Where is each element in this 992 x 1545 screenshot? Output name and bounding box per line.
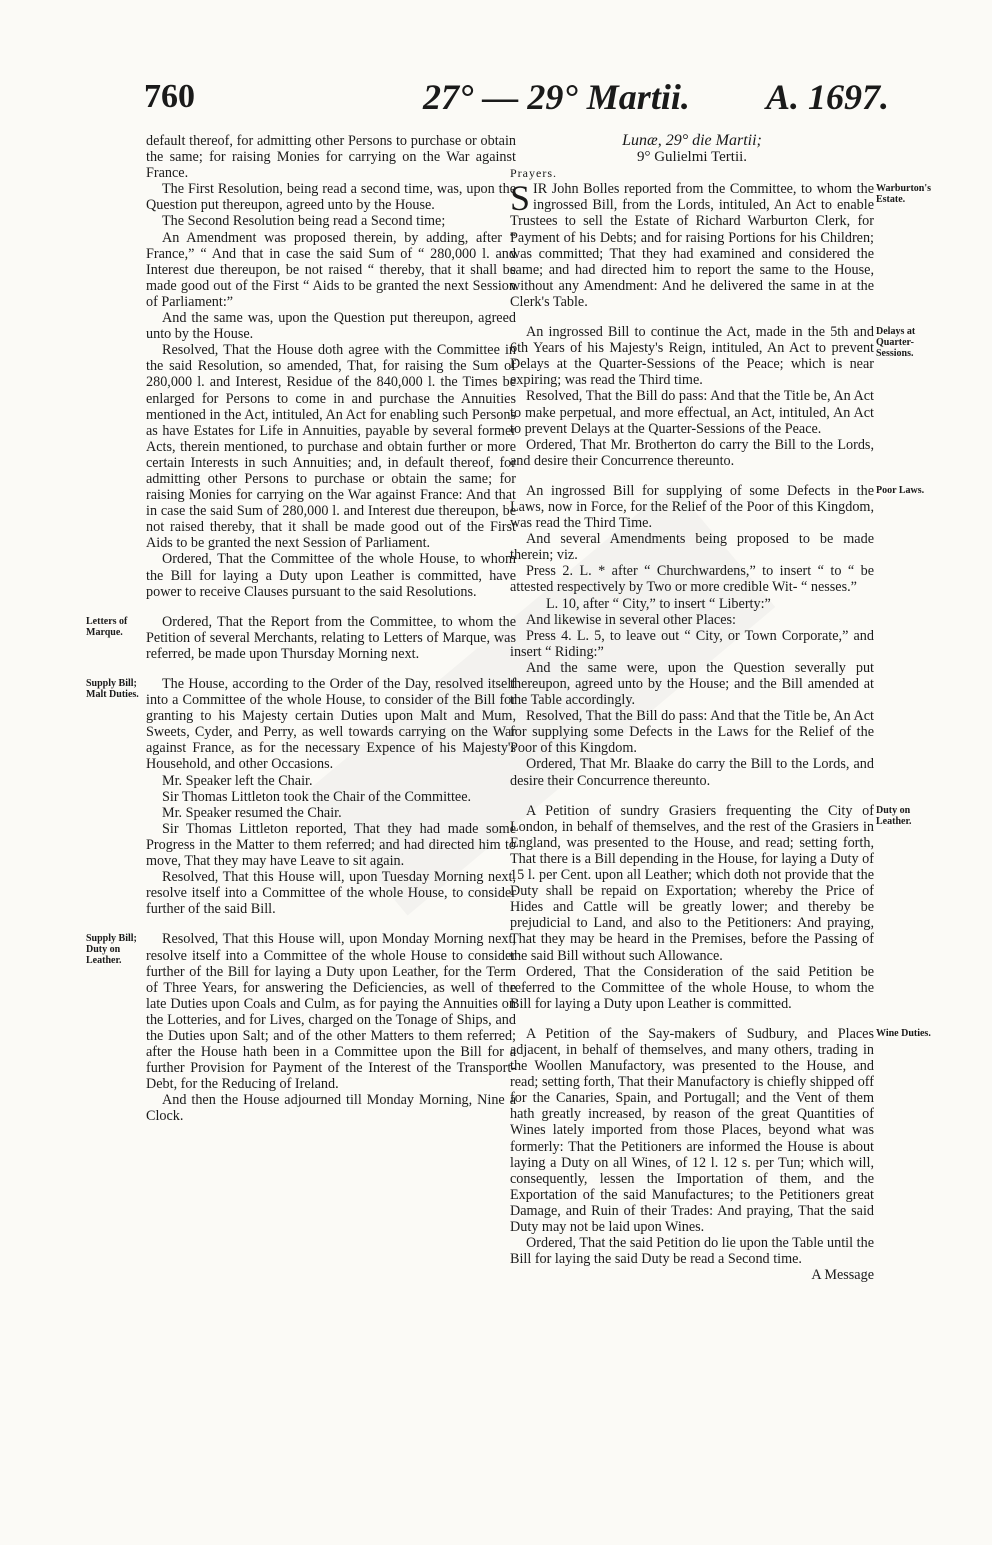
margin-note: Wine Duties. — [876, 1027, 931, 1039]
paragraph: An ingrossed Bill to continue the Act, made in the 5th and 6th Years of his Majesty's Reign, intituled, An Act to prevent Delays at the Quarter-Sessions of the Peace; which is near expiring; was read the Third time. — [510, 324, 874, 389]
paragraph: Sir Thomas Littleton took the Chair of the Committee. — [162, 788, 472, 805]
page-number: 760 — [144, 78, 195, 115]
paragraph: Resolved, That the Bill do pass: And that the Title be, An Act to make perpetual, and more effectual, an Act, intituled, An Act to prevent Delays at the Quarter-Sessions of the Peace. — [510, 388, 874, 437]
adjournment: And then the House adjourned till Monday Morning, Nine a Clock. — [146, 1092, 516, 1125]
paragraph: L. 10, after “ City,” to insert “ Liberty:” — [546, 595, 771, 612]
entry-letters-of-marque — [86, 613, 516, 662]
paragraph: Ordered, That Mr. Brotherton do carry the Bill to the Lords, and desire their Concurrence thereunto. — [510, 436, 874, 469]
paragraph: Ordered, That the Consideration of the said Petition be referred to the Committee of the whole House, to whom the Bill for laying a Duty upon Leather is committed. — [510, 963, 874, 1012]
entry-quarter-sessions — [510, 324, 916, 469]
paragraph: And the same was, upon the Question put thereupon, agreed unto by the House. — [146, 310, 516, 343]
paragraph: The House, according to the Order of the Day, resolved itself into a Committee of the whole House, to consider of the Bill for granting to his Majesty certain Duties upon Malt and Mum, Sweets, Cyder, and Perry, as well towards carrying on the War against France, as for the necessary Expence of his Majesty's Household, and other Occasions. — [146, 676, 516, 773]
margin-note: Duty on Leather. — [876, 804, 912, 827]
margin-note: Delays at Quarter-Sessions. — [876, 326, 916, 360]
running-date: 27° — 29° Martii. — [423, 77, 690, 117]
catchword: A Message — [811, 1267, 874, 1284]
paragraph: Sir Thomas Littleton reported, That they had made some Progress in the Matter to them referred; and had directed him to move, That they may have Leave to sit again. — [146, 820, 516, 870]
paragraph: Press 4. L. 5, to leave out “ City, or Town Corporate,” and insert “ Riding:” — [510, 627, 874, 660]
paragraph: And several Amendments being proposed to be made therein; viz. — [510, 531, 874, 564]
paragraph: SIR John Bolles reported from the Committee, to whom the ingrossed Bill, from the Lords, intituled, An Act to enable Trustees to sell the Estate of Richard Warburton Clerk, for Payment of his Debts; and for raising Portions for his Children; was committed; That they had examined and considered the same; and had directed him to report the same to the House, without any Amendment: And he delivered the same in at the Clerk's Table. — [510, 178, 874, 310]
paragraph: Ordered, That the Report from the Committee, to whom the Petition of several Merchants, relating to Letters of Marque, was referred, be made upon Thursday Morning next. — [146, 613, 516, 662]
drop-cap: S — [510, 178, 531, 219]
paragraph: default thereof, for admitting other Persons to purchase or obtain the same; for raising Monies for carrying on the War against France. — [146, 133, 516, 182]
paragraph: Mr. Speaker resumed the Chair. — [162, 804, 342, 821]
paragraph: Resolved, That the Bill do pass: And that the Title be, An Act for supplying some Defects in the Laws for the Relief of the Poor of this Kingdom. — [510, 708, 874, 757]
margin-note: Supply Bill; Malt Duties. — [86, 678, 139, 700]
paragraph: And likewise in several other Places: — [526, 611, 736, 628]
paragraph: Resolved, That the House doth agree with the Committee in the said Resolution, so amended, That, for raising the Sum of 280,000 l. and Interest, Residue of the 840,000 l. the Times be enlarged for Persons to come in and purchase the Annuities mentioned in the Act, intituled, An Act for enabling such Persons as have Estates for Life in Annuities, payable by several former Acts, therein mentioned, to purchase and obtain further or more certain Interests in such Annuities; and, in default thereof, for admitting other Persons to purchase or obtain the same; for raising Monies for carrying on the War against France: And that in case the said Sum of 280,000 l. and Interest due thereupon, be not raised thereby, that it shall be made good out of the First Aids to be granted the next Session of Parliament. — [146, 342, 516, 552]
margin-note: Supply Bill; Duty on Leather. — [86, 933, 137, 967]
regnal-year: 9° Gulielmi Tertii. — [636, 149, 748, 166]
entry-wine-duties — [510, 1025, 931, 1268]
paragraph: The First Resolution, being read a second time, was, upon the Question put thereupon, agreed unto by the House. — [146, 181, 516, 214]
paragraph: Ordered, That the Committee of the whole House, to whom the Bill for laying a Duty upon Leather is committed, have power to receive Clauses pursuant to the said Resolutions. — [146, 551, 516, 600]
entry-duty-on-leather — [86, 931, 516, 1093]
entry-poor-laws — [510, 482, 925, 789]
running-year: A. 1697. — [766, 77, 890, 117]
entry-warburton — [510, 178, 932, 310]
right-column — [510, 132, 932, 1284]
entry-malt-duties — [86, 676, 516, 918]
paragraph: Mr. Speaker left the Chair. — [162, 772, 313, 789]
margin-note: Letters of Marque. — [86, 615, 128, 638]
margin-note: Poor Laws. — [876, 484, 925, 496]
paragraph: An Amendment was proposed therein, by adding, after “ France,” “ And that in case the said Sum of “ 280,000 l. and Interest due thereupon, be not raised “ thereby, that it shall be made good out of the First “ Aids to be granted the next Session of Parliament:” — [146, 229, 516, 310]
prayers-heading: Prayers. — [510, 166, 557, 181]
paragraph: Ordered, That the said Petition do lie upon the Table until the Bill for laying the said Duty be read a Second time. — [510, 1235, 874, 1268]
paragraph: Resolved, That this House will, upon Tuesday Morning next, resolve itself into a Committee of the whole House, to consider further of the said Bill. — [146, 869, 516, 918]
left-column — [86, 133, 516, 1125]
paragraph: An ingrossed Bill for supplying of some Defects in the Laws, now in Force, for the Relief of the Poor of this Kingdom, was read the Third Time. — [510, 482, 874, 532]
paragraph: Press 2. L. * after “ Churchwardens,” to insert “ to “ be attested respectively by Two or more credible Wit- “ nesses.” — [510, 563, 874, 596]
paragraph: And the same were, upon the Question severally put thereupon, agreed unto by the House; and the Bill amended at the Table accordingly. — [510, 659, 874, 709]
paragraph: The Second Resolution being read a Second time; — [162, 213, 446, 230]
paragraph: Resolved, That this House will, upon Monday Morning next, resolve itself into a Committee of the whole House to consider further of the Bill for laying a Duty upon Leather, for the Term of Three Years, for answering the Deficiencies, as well of the late Duties upon Coals and Culm, as for paying the Annuities on the Lotteries, and for Lives, charged on the Tonage of Ships, and the Duties upon Salt; and of the other Matters to them referred; after the House hath been in a Committee upon the Bill for a further Provision for Payment of the Interest of the Transport-Debt, for the Reducing of Ireland. — [146, 931, 516, 1093]
margin-note: Warburton's Estate. — [876, 183, 932, 206]
page-header — [138, 72, 938, 132]
paragraph: A Petition of sundry Grasiers frequenting the City of London, in behalf of themselves, and the rest of the Grasiers in England, was presented to the House, and read; setting forth, That there is a Bill depending in the House, for laying a Duty of 15 l. per Cent. upon all Leather; which doth not provide that the Duty shall be repaid on Exportation; whereby the Price of Hides and Cattle will be greatly lower; and thereby be prejudicial to Land, and also to the Petitioners: And praying, That they may be heard in the Premises, before the Passing of the said Bill without such Allowance. — [510, 802, 874, 964]
paragraph: A Petition of the Say-makers of Sudbury, and Places adjacent, in behalf of themselves, and many others, trading in the Woollen Manufactory, was presented to the House, and read; setting forth, That their Manufactory is chiefly shipped off for the Canaries, Spain, and Portugall; and the Vent of them hath greatly increased, by reason of the great Quantities of Wines lately imported from those Places, beyond what was formerly: That the Petitioners are informed the House is about laying a Duty on all Wines, of 12 l. 12 s. per Tun; which will, consequently, lessen the Importation of them, and the Exportation of the said Manufactures; to the Petitioners great Damage, and Ruin of their Trades: And praying, That the said Duty may not be laid upon Wines. — [510, 1025, 874, 1235]
sitting-date: Lunæ, 29° die Martii; — [622, 132, 762, 149]
entry-grasiers-petition — [510, 802, 912, 1012]
paragraph: Ordered, That Mr. Blaake do carry the Bill to the Lords, and desire their Concurrence thereunto. — [510, 756, 874, 789]
